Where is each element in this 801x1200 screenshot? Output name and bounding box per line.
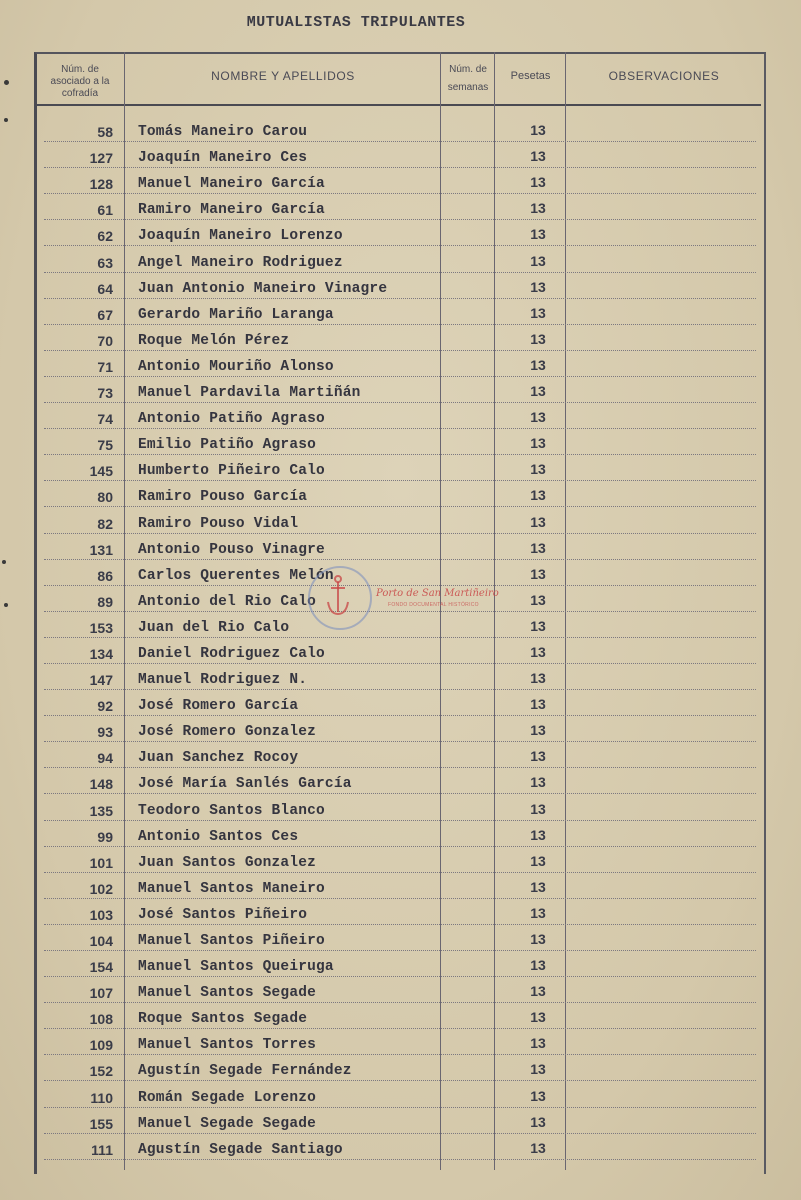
pesetas-amount: 13 [530, 696, 546, 713]
table-row [36, 353, 758, 379]
member-name: Antonio Santos Ces [138, 828, 299, 845]
document-title: MUTUALISTAS TRIPULANTES [246, 14, 466, 31]
member-number: 104 [89, 933, 113, 949]
member-number: 155 [89, 1115, 113, 1132]
pesetas-amount: 13 [530, 148, 546, 165]
pesetas-amount: 13 [530, 278, 546, 295]
member-name: Román Segade Lorenzo [138, 1089, 317, 1106]
member-number: 107 [89, 985, 113, 1002]
pesetas-amount: 13 [530, 539, 546, 556]
table-row [36, 431, 758, 457]
stamp-text: Porto de San Martiñeiro [376, 588, 499, 599]
member-name: Manuel Maneiro García [138, 176, 325, 193]
member-name: Manuel Rodriguez N. [138, 672, 308, 689]
pesetas-amount: 13 [530, 200, 546, 217]
table-body [36, 118, 758, 1162]
row-dotted-line [44, 141, 756, 142]
pesetas-amount: 13 [530, 1087, 546, 1104]
pesetas-amount: 13 [530, 904, 546, 921]
member-name: Ramiro Pouso Vidal [138, 515, 299, 532]
row-dotted-line [44, 689, 756, 690]
binding-hole [4, 603, 8, 607]
member-number: 135 [89, 802, 113, 819]
pesetas-amount: 13 [530, 826, 546, 843]
table-row [36, 1083, 758, 1109]
member-name: Roque Santos Segade [138, 1011, 308, 1028]
member-number: 93 [97, 724, 113, 741]
table-row [36, 692, 758, 718]
member-number: 111 [91, 1141, 113, 1158]
pesetas-amount: 13 [530, 643, 546, 660]
table-row [36, 979, 758, 1005]
member-number: 80 [97, 489, 113, 506]
archive-stamp [306, 566, 506, 628]
row-dotted-line [44, 767, 756, 768]
member-name: Roque Melón Pérez [138, 332, 290, 349]
pesetas-amount: 13 [530, 983, 546, 1000]
pesetas-amount: 13 [530, 409, 546, 426]
binding-hole [4, 118, 8, 122]
pesetas-amount: 13 [530, 931, 546, 947]
member-name: Emilio Patiño Agraso [138, 437, 317, 454]
member-number: 127 [89, 150, 113, 167]
member-name: Juan del Rio Calo [138, 619, 290, 636]
table-row [36, 536, 758, 562]
member-number: 82 [97, 515, 113, 532]
table-row [36, 1136, 758, 1162]
member-name: Ramiro Maneiro García [138, 202, 325, 219]
row-dotted-line [44, 976, 756, 977]
row-dotted-line [44, 1002, 756, 1003]
row-dotted-line [44, 350, 756, 351]
member-name: Manuel Santos Queiruga [138, 959, 334, 976]
member-name: Manuel Santos Maneiro [138, 880, 325, 897]
pesetas-amount: 13 [530, 670, 546, 687]
member-name: Daniel Rodriguez Calo [138, 645, 325, 662]
member-number: 89 [97, 593, 113, 610]
table-row [36, 875, 758, 901]
row-dotted-line [44, 1133, 756, 1134]
member-name: Manuel Santos Piñeiro [138, 933, 325, 949]
member-number: 103 [89, 906, 113, 923]
header-nombre: NOMBRE Y APELLIDOS [211, 69, 355, 83]
row-dotted-line [44, 324, 756, 325]
pesetas-amount: 13 [530, 722, 546, 739]
member-name: Manuel Pardavila Martiñán [138, 385, 361, 402]
member-number: 75 [97, 437, 113, 454]
row-dotted-line [44, 1080, 756, 1081]
member-name: Manuel Santos Torres [138, 1037, 317, 1054]
member-name: Juan Antonio Maneiro Vinagre [138, 280, 388, 297]
row-dotted-line [44, 376, 756, 377]
pesetas-amount: 13 [530, 435, 546, 452]
table-row [36, 640, 758, 666]
header-num-semanas-line-2: semanas [447, 82, 489, 93]
table-row [36, 953, 758, 979]
table-row [36, 901, 758, 927]
row-dotted-line [44, 298, 756, 299]
row-dotted-line [44, 167, 756, 168]
table-row [36, 927, 758, 953]
member-number: 154 [89, 959, 113, 976]
pesetas-amount: 13 [530, 774, 546, 791]
header-num-asociado-line-1: Núm. de [61, 64, 99, 75]
member-number: 131 [89, 541, 113, 558]
table-row [36, 248, 758, 274]
header-num-asociado-line-3: cofradía [61, 88, 99, 99]
member-name: Gerardo Mariño Laranga [138, 306, 334, 323]
member-number: 63 [97, 254, 113, 271]
table-row [36, 1110, 758, 1136]
row-dotted-line [44, 428, 756, 429]
table-row [36, 849, 758, 875]
row-dotted-line [44, 454, 756, 455]
pesetas-amount: 13 [530, 852, 546, 869]
member-number: 58 [97, 124, 113, 141]
member-name: José Romero Gonzalez [138, 724, 317, 741]
member-number: 73 [97, 385, 113, 402]
member-number: 102 [89, 880, 113, 897]
member-number: 101 [89, 854, 113, 871]
member-number: 71 [97, 358, 113, 375]
member-number: 153 [89, 619, 113, 636]
header-num-asociado [38, 64, 122, 100]
member-name: Juan Sanchez Rocoy [138, 750, 299, 767]
member-number: 110 [90, 1089, 113, 1106]
row-dotted-line [44, 245, 756, 246]
pesetas-amount: 13 [530, 878, 546, 895]
pesetas-amount: 13 [530, 748, 546, 765]
row-dotted-line [44, 272, 756, 273]
member-number: 62 [97, 228, 113, 245]
pesetas-amount: 13 [530, 356, 546, 373]
row-dotted-line [44, 637, 756, 638]
pesetas-amount: 13 [530, 304, 546, 321]
member-name: Antonio Mouriño Alonso [138, 358, 334, 375]
row-dotted-line [44, 1028, 756, 1029]
table-row [36, 405, 758, 431]
member-name: Juan Santos Gonzalez [138, 854, 317, 871]
member-name: José Romero García [138, 698, 299, 715]
pesetas-amount: 13 [530, 330, 546, 347]
table-row [36, 301, 758, 327]
member-number: 74 [97, 411, 113, 428]
table-row [36, 327, 758, 353]
member-number: 64 [97, 280, 113, 297]
table-row [36, 170, 758, 196]
header-pesetas: Pesetas [510, 70, 551, 82]
table-row [36, 796, 758, 822]
pesetas-amount: 13 [530, 383, 546, 400]
member-number: 92 [97, 698, 113, 715]
table-row [36, 823, 758, 849]
member-number: 128 [89, 176, 113, 193]
row-dotted-line [44, 480, 756, 481]
member-number: 70 [97, 332, 113, 349]
table-row [36, 718, 758, 744]
member-name: Manuel Santos Segade [138, 985, 317, 1002]
row-dotted-line [44, 950, 756, 951]
member-name: Manuel Segade Segade [138, 1115, 317, 1132]
row-dotted-line [44, 533, 756, 534]
table-row [36, 118, 758, 144]
table-row [36, 196, 758, 222]
pesetas-amount: 13 [530, 487, 546, 504]
member-name: Teodoro Santos Blanco [138, 802, 325, 819]
table-row [36, 379, 758, 405]
pesetas-amount: 13 [530, 1113, 546, 1130]
member-number: 61 [97, 202, 113, 219]
member-number: 94 [97, 750, 113, 767]
pesetas-amount: 13 [530, 122, 546, 139]
member-name: Tomás Maneiro Carou [138, 124, 308, 141]
header-num-semanas [442, 64, 494, 94]
member-name: Carlos Querentes Melón [138, 567, 334, 584]
pesetas-amount: 13 [530, 174, 546, 191]
member-number: 134 [89, 645, 113, 662]
member-name: José María Sanlés García [138, 776, 352, 793]
row-dotted-line [44, 715, 756, 716]
pesetas-amount: 13 [530, 617, 546, 634]
table-row [36, 457, 758, 483]
pesetas-amount: 13 [530, 1139, 546, 1156]
pesetas-amount: 13 [530, 1009, 546, 1026]
table-row [36, 275, 758, 301]
table-row [36, 222, 758, 248]
header-num-asociado-line-2: asociado a la [50, 76, 110, 87]
pesetas-amount: 13 [530, 461, 546, 478]
row-dotted-line [44, 663, 756, 664]
table-row [36, 509, 758, 535]
member-number: 86 [97, 567, 113, 584]
member-name: Agustín Segade Santiago [138, 1141, 343, 1158]
pesetas-amount: 13 [530, 800, 546, 817]
member-name: Joaquín Maneiro Lorenzo [138, 228, 343, 245]
row-dotted-line [44, 1107, 756, 1108]
pesetas-amount: 13 [530, 226, 546, 243]
table-row [36, 666, 758, 692]
member-number: 148 [89, 776, 113, 793]
row-dotted-line [44, 898, 756, 899]
member-name: Angel Maneiro Rodriguez [138, 254, 343, 271]
member-name: Ramiro Pouso García [138, 489, 308, 506]
member-number: 67 [97, 306, 113, 323]
table-row [36, 770, 758, 796]
row-dotted-line [44, 872, 756, 873]
pesetas-amount: 13 [530, 252, 546, 269]
row-dotted-line [44, 820, 756, 821]
member-name: Antonio del Rio Calo [138, 593, 317, 610]
pesetas-amount: 13 [530, 1061, 546, 1078]
row-dotted-line [44, 1054, 756, 1055]
table-row [36, 144, 758, 170]
member-name: Agustín Segade Fernández [138, 1063, 352, 1080]
member-name: Joaquín Maneiro Ces [138, 150, 308, 167]
row-dotted-line [44, 793, 756, 794]
binding-hole [4, 80, 9, 85]
row-dotted-line [44, 1159, 756, 1160]
member-number: 145 [89, 463, 113, 480]
row-dotted-line [44, 559, 756, 560]
table-row [36, 483, 758, 509]
table-row [36, 1057, 758, 1083]
pesetas-amount: 13 [530, 513, 546, 530]
pesetas-amount: 13 [530, 957, 546, 974]
member-number: 147 [89, 672, 113, 689]
row-dotted-line [44, 506, 756, 507]
table-row [36, 1031, 758, 1057]
anchor-icon [326, 574, 350, 618]
row-dotted-line [44, 924, 756, 925]
member-number: 152 [89, 1063, 113, 1080]
table-row [36, 744, 758, 770]
pesetas-amount: 13 [530, 591, 546, 608]
header-num-semanas-line-1: Núm. de [449, 64, 487, 75]
member-name: Humberto Piñeiro Calo [138, 463, 325, 480]
binding-hole [2, 560, 6, 564]
row-dotted-line [44, 402, 756, 403]
member-number: 109 [89, 1037, 113, 1054]
member-name: Antonio Pouso Vinagre [138, 541, 325, 558]
table-row [36, 1005, 758, 1031]
row-dotted-line [44, 741, 756, 742]
member-number: 108 [89, 1011, 113, 1028]
row-dotted-line [44, 219, 756, 220]
member-name: José Santos Piñeiro [138, 906, 308, 923]
row-dotted-line [44, 193, 756, 194]
member-number: 99 [97, 828, 113, 845]
member-name: Antonio Patiño Agraso [138, 411, 325, 428]
pesetas-amount: 13 [530, 1035, 546, 1052]
row-dotted-line [44, 846, 756, 847]
stamp-subtext: FONDO DOCUMENTAL HISTÓRICO [388, 602, 479, 608]
header-observaciones: OBSERVACIONES [608, 69, 720, 83]
pesetas-amount: 13 [530, 565, 546, 582]
